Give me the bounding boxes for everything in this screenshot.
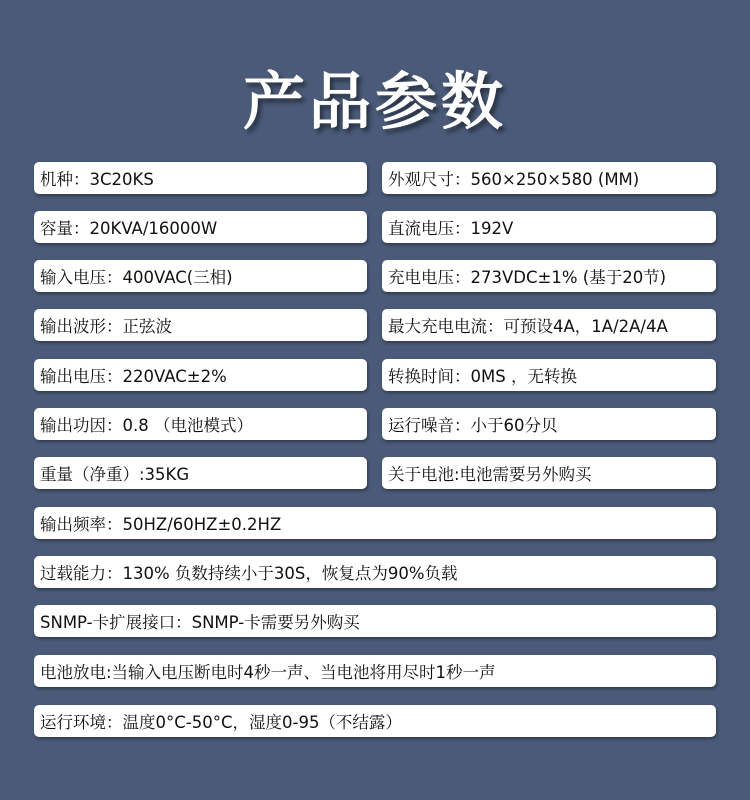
spec-environment: 运行环境：温度0°C-50°C，湿度0-95（不结露） (34, 705, 716, 737)
spec-weight: 重量（净重）:35KG (34, 457, 367, 489)
spec-model: 机种：3C20KS (34, 162, 367, 194)
spec-overload: 过载能力：130% 负数持续小于30S，恢复点为90%负载 (34, 556, 716, 588)
spec-max-charge-current: 最大充电电流：可预设4A，1A/2A/4A (382, 309, 716, 341)
spec-snmp: SNMP-卡扩展接口：SNMP-卡需要另外购买 (34, 605, 716, 637)
spec-transfer-time: 转换时间：0MS ，无转换 (382, 359, 716, 391)
spec-power-factor: 输出功因：0.8 （电池模式） (34, 408, 367, 440)
page-title: 产品参数 (242, 65, 507, 138)
spec-output-waveform: 输出波形：正弦波 (34, 309, 367, 341)
spec-dc-voltage: 直流电压：192V (382, 211, 716, 243)
spec-charge-voltage: 充电电压：273VDC±1% (基于20节) (382, 260, 716, 292)
spec-output-frequency: 输出频率：50HZ/60HZ±0.2HZ (34, 507, 716, 539)
spec-noise: 运行噪音：小于60分贝 (382, 408, 716, 440)
spec-output-voltage: 输出电压：220VAC±2% (34, 359, 367, 391)
spec-dimensions: 外观尺寸：560×250×580 (MM) (382, 162, 716, 194)
spec-capacity: 容量：20KVA/16000W (34, 211, 367, 243)
spec-input-voltage: 输入电压：400VAC(三相) (34, 260, 367, 292)
spec-battery-discharge: 电池放电:当输入电压断电时4秒一声、当电池将用尽时1秒一声 (34, 655, 716, 687)
spec-battery-note: 关于电池:电池需要另外购买 (382, 457, 716, 489)
